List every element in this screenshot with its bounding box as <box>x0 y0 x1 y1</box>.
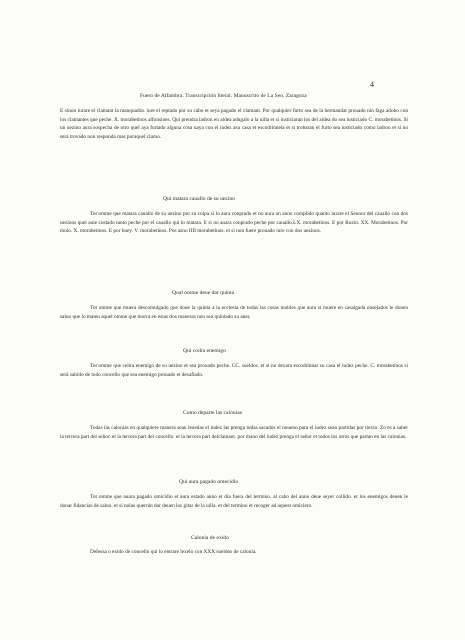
paragraph: Defessa o exido de concello qui lo entrare lexelo con XXX sueldos de calonia. <box>90 549 257 555</box>
section-heading: Qui aura pagado omecidio <box>179 479 239 485</box>
paragraph: Tot omme que celira enemigo de su uezino et sea prouado peche. CC. sueldos. et si no dexara escodrinnar su casa el iudez peche. C. morabetinos si será sabido de todo concello que sea enemigo prouado et desafiado. <box>60 363 408 378</box>
page-number: 4 <box>370 80 374 89</box>
running-header: Fuero de Alfambra. Transcripción literal. Manuscrito de La Seo. Zaragoza <box>140 93 307 99</box>
section-heading: Calonia de exido <box>191 535 229 541</box>
paragraph: Todas las calonias en qualquiere manera sean leuedas el iudez las prenga todas sacados el noueno para el iudez sean partidas por tierzo. Zo es a saber la tercera part del señor. et la tercera part del concello. et la tercera part delclamant. por mano del iudez prenga el señor et todos los otros que partan en las calonias. <box>60 425 408 440</box>
section-heading: Como departe las calonias <box>183 410 242 416</box>
section-heading: Qual omme deue dar quinta <box>172 290 235 296</box>
paragraph: E sinon iurare el clamant la manquadra. iure el reptado por su cabo et seya pagado el clamant. Por qualquier furto sea de la hermandat prouado nin faga adobo con los clamantes que peche. X. morabetinos alfonsines. Qui prendra ladron en aldea adugalo a la uilla et si iusticiaran los del aldea do sea iusticiado C. morabetinos. Si un uezino aura sospecha de otro quel aya furtado alguna cosa uaya con el iudez asu casa et escodrinnela et si trobaran el furto sea iusticiado como ladron et si no será trovado non responda mas poraquel clamo. <box>60 108 408 141</box>
paragraph: Tot omme que matara cauallo de su uezino por su culpa si lo aura conprado et no aura un anno complido quanto iurare el Sennor del cauallo con dos uezinos quel auie costado tanto peche por el cauallo qui lo matara. E si no auara conprado peche por cauallo.LX. morabetinos. E por Rozin. XX. Morabetinos. Por mulo. X. morabetinos. E por buey. V. morabetinos. Pos asno IIII morabetinos. et si non fuere prouado iure con dos uezinos. <box>60 211 408 235</box>
section-heading: Qui matara cauallo de su uezino <box>163 196 235 202</box>
paragraph: Tot omme que muera descomulgado que done la quinta a la ecclesia de todas las cosas mobles que aura si muere en casalgada onsejados le donen saluo que lo maten aquel omme que morra en estas dos maneras non sea quintado su auer. <box>60 305 408 320</box>
section-heading: Qui codra enemigo <box>183 348 226 354</box>
paragraph: Tot omme que auara pagado omicidio et aura estado anno et dia fuera del termino. al cabo del anno deue seyer collido. et los enemigos deuen le donar fidancias de saluo. et si nolas querrán dar deuen los gitar de la uilla. et del termino et recoger ad aquest omiciero. <box>60 494 408 509</box>
